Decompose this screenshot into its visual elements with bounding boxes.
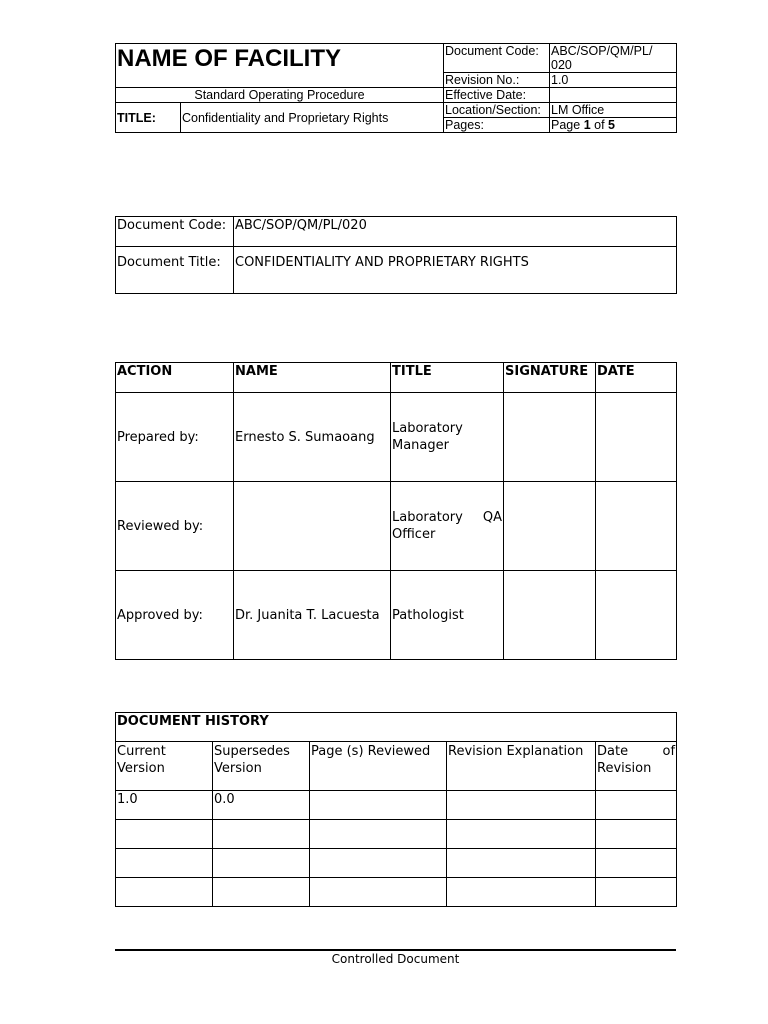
history-cell [310,849,447,878]
history-col-current-version: Current Version [116,742,213,791]
approval-signature [504,393,596,482]
history-cell [596,791,677,820]
doc-info-code-value: ABC/SOP/QM/PL/020 [234,217,677,247]
history-cell [447,849,596,878]
pages-of: of [594,118,605,132]
approval-title: Laboratory Manager [391,393,504,482]
revision-value: 1.0 [550,73,677,88]
approval-row-reviewed [116,482,677,571]
effective-date-label: Effective Date: [444,88,550,103]
title-value: Confidentiality and Proprietary Rights [181,103,444,133]
approval-col-title: TITLE [391,363,504,393]
approval-action: Prepared by: [116,393,234,482]
approval-name: Ernesto S. Sumaoang [234,393,391,482]
history-cell [213,878,310,907]
document-history-table [115,712,677,907]
approval-date [596,571,677,660]
approval-name: Dr. Juanita T. Lacuesta [234,571,391,660]
doc-info-title-value: CONFIDENTIALITY AND PROPRIETARY RIGHTS [234,247,677,294]
sop-label: Standard Operating Procedure [116,88,444,103]
approval-col-name: NAME [234,363,391,393]
footer-divider [115,949,676,951]
history-cell [447,791,596,820]
history-col-date-of-revision: Date of Revision [596,742,677,791]
history-cell [116,878,213,907]
pages-prefix: Page [551,118,581,132]
pages-current: 1 [583,118,591,132]
history-row [116,849,677,878]
history-cell: 1.0 [116,791,213,820]
history-row [116,878,677,907]
history-cell [116,820,213,849]
history-cell [596,849,677,878]
history-cell [213,820,310,849]
approval-signature [504,571,596,660]
footer-text: Controlled Document [331,952,460,966]
approval-header-row [116,363,677,393]
document-header [115,43,677,133]
document-info-table [115,216,677,294]
approval-signature [504,482,596,571]
title-label: TITLE: [116,103,181,133]
approval-col-signature: SIGNATURE [504,363,596,393]
history-cell [116,849,213,878]
history-cell: 0.0 [213,791,310,820]
history-row [116,791,677,820]
history-cell [310,878,447,907]
history-cell [213,849,310,878]
approval-title: Laboratory QA Officer [391,482,504,571]
effective-date-value [550,88,677,103]
approval-name [234,482,391,571]
history-col-supersedes-version: Supersedes Version [213,742,310,791]
history-title: DOCUMENT HISTORY [116,713,677,742]
approval-action: Approved by: [116,571,234,660]
approval-row-prepared [116,393,677,482]
approval-table [115,362,677,660]
history-cell [310,820,447,849]
revision-label: Revision No.: [444,73,550,88]
doc-info-title-label: Document Title: [116,247,234,294]
facility-name: NAME OF FACILITY [116,44,444,88]
pages-total: 5 [608,118,615,132]
approval-action: Reviewed by: [116,482,234,571]
history-cell [447,820,596,849]
approval-col-action: ACTION [116,363,234,393]
history-col-pages-reviewed: Page (s) Reviewed [310,742,447,791]
location-value: LM Office [550,103,677,118]
doc-info-code-label: Document Code: [116,217,234,247]
pages-label: Pages: [444,118,550,133]
approval-col-date: DATE [596,363,677,393]
history-cell [447,878,596,907]
approval-title: Pathologist [391,571,504,660]
history-header-row [116,742,677,791]
history-col-revision-explanation: Revision Explanation [447,742,596,791]
pages-value [550,118,677,133]
history-cell [596,820,677,849]
approval-row-approved [116,571,677,660]
approval-date [596,393,677,482]
doc-code-label: Document Code: [444,44,550,73]
history-row [116,820,677,849]
history-cell [596,878,677,907]
doc-code-value: ABC/SOP/QM/PL/ 020 [550,44,677,73]
location-label: Location/Section: [444,103,550,118]
approval-date [596,482,677,571]
history-cell [310,791,447,820]
